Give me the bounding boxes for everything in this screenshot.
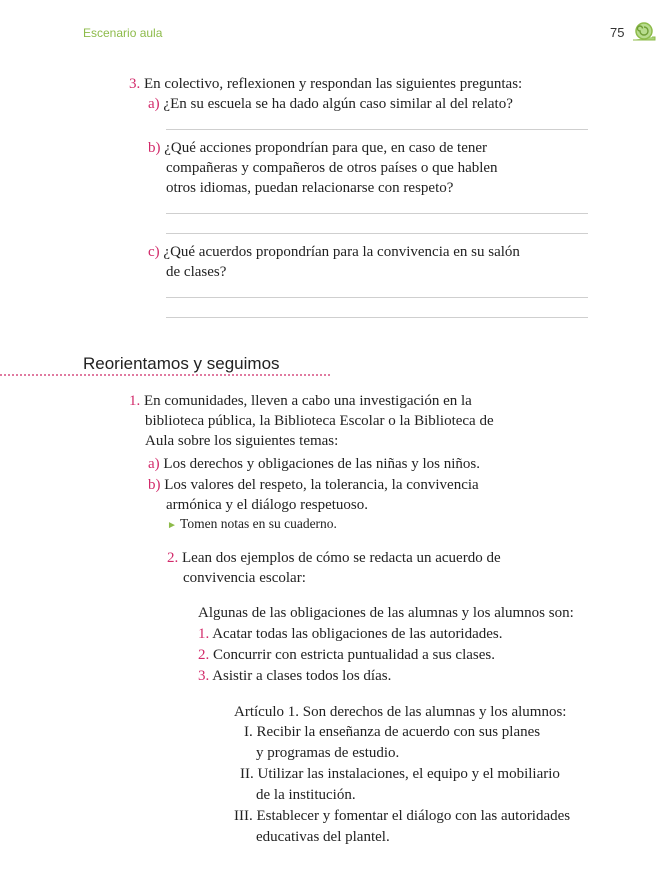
bullet-note-text: Tomen notas en su cuaderno. (180, 516, 337, 531)
example-2-item-line1: Recibir la enseñanza de acuerdo con sus planes (256, 724, 541, 740)
step-1b-label: b) (148, 477, 161, 493)
question-3c (148, 242, 520, 262)
example-1-item-number: 2. (198, 647, 210, 663)
answer-line[interactable] (166, 317, 588, 318)
question-3b-line2: compañeras y compañeros de otros países o que hablen (166, 160, 498, 176)
example-2-item (240, 764, 560, 784)
step-1-line2: biblioteca pública, la Biblioteca Escolar o la Biblioteca de (145, 413, 494, 429)
example-1-intro: Algunas de las obligaciones de las alumnas y los alumnos son: (198, 605, 574, 621)
section-header-label: Escenario aula (83, 26, 163, 40)
step-2-number: 2. (167, 550, 179, 566)
question-3c-line1: ¿Qué acuerdos propondrían para la convivencia en su salón (163, 244, 520, 260)
example-2-item-number: I. (244, 724, 253, 740)
page-number: 75 (610, 25, 625, 40)
answer-line[interactable] (166, 213, 588, 214)
step-1a (148, 454, 480, 474)
section-divider (0, 374, 330, 376)
step-1-number: 1. (129, 393, 141, 409)
step-1 (129, 391, 472, 411)
question-3c-line2: de clases? (166, 264, 227, 280)
section-title: Reorientamos y seguimos (83, 354, 280, 373)
example-1-item (198, 666, 391, 686)
question-3-text: En colectivo, reflexionen y respondan las siguientes preguntas: (144, 76, 523, 92)
example-2-item (244, 722, 540, 742)
example-2-item-line2: educativas del plantel. (256, 829, 390, 845)
step-2 (167, 548, 501, 568)
question-3c-label: c) (148, 244, 160, 260)
question-3b-label: b) (148, 140, 161, 156)
answer-line[interactable] (166, 129, 588, 130)
question-3b-line3: otros idiomas, puedan relacionarse con respeto? (166, 180, 454, 196)
step-2-line2: convivencia escolar: (183, 570, 306, 586)
example-1-item-number: 1. (198, 626, 210, 642)
step-1b (148, 475, 479, 495)
example-1-item-text: Acatar todas las obligaciones de las autoridades. (212, 626, 503, 642)
step-1b-line2: armónica y el diálogo respetuoso. (166, 497, 369, 513)
example-1-item (198, 624, 503, 644)
example-2-intro: Artículo 1. Son derechos de las alumnas y los alumnos: (234, 704, 567, 720)
answer-line[interactable] (166, 233, 588, 234)
example-2-item-line2: de la institución. (256, 787, 356, 803)
question-3a-text: ¿En su escuela se ha dado algún caso similar al del relato? (163, 96, 513, 112)
step-2-line1: Lean dos ejemplos de cómo se redacta un acuerdo de (182, 550, 501, 566)
example-1-item-number: 3. (198, 668, 210, 684)
question-3a (148, 94, 513, 114)
example-1-item (198, 645, 495, 665)
step-1-line1: En comunidades, lleven a cabo una investigación en la (144, 393, 472, 409)
question-3b-line1: ¿Qué acciones propondrían para que, en caso de tener (164, 140, 488, 156)
example-2-item-line1: Utilizar las instalaciones, el equipo y el mobiliario (257, 766, 560, 782)
example-2-item-line2: y programas de estudio. (256, 745, 400, 761)
question-3-number: 3. (129, 76, 141, 92)
question-3b (148, 138, 487, 158)
answer-line[interactable] (166, 297, 588, 298)
question-3 (129, 74, 522, 94)
example-2-item-number: II. (240, 766, 254, 782)
example-1-item-text: Asistir a clases todos los días. (212, 668, 392, 684)
arrow-bullet-icon: ► (167, 520, 177, 531)
example-2-item-line1: Establecer y fomentar el diálogo con las autoridades (256, 808, 571, 824)
step-1a-text: Los derechos y obligaciones de las niñas y los niños. (163, 456, 481, 472)
step-1-line3: Aula sobre los siguientes temas: (145, 433, 339, 449)
step-1b-line1: Los valores del respeto, la tolerancia, la convivencia (164, 477, 479, 493)
example-1-item-text: Concurrir con estricta puntualidad a sus clases. (213, 647, 495, 663)
snail-icon (632, 20, 656, 42)
question-3a-label: a) (148, 96, 160, 112)
step-1a-label: a) (148, 456, 160, 472)
bullet-note (167, 514, 337, 536)
example-2-item (234, 806, 570, 826)
example-2-item-number: III. (234, 808, 253, 824)
